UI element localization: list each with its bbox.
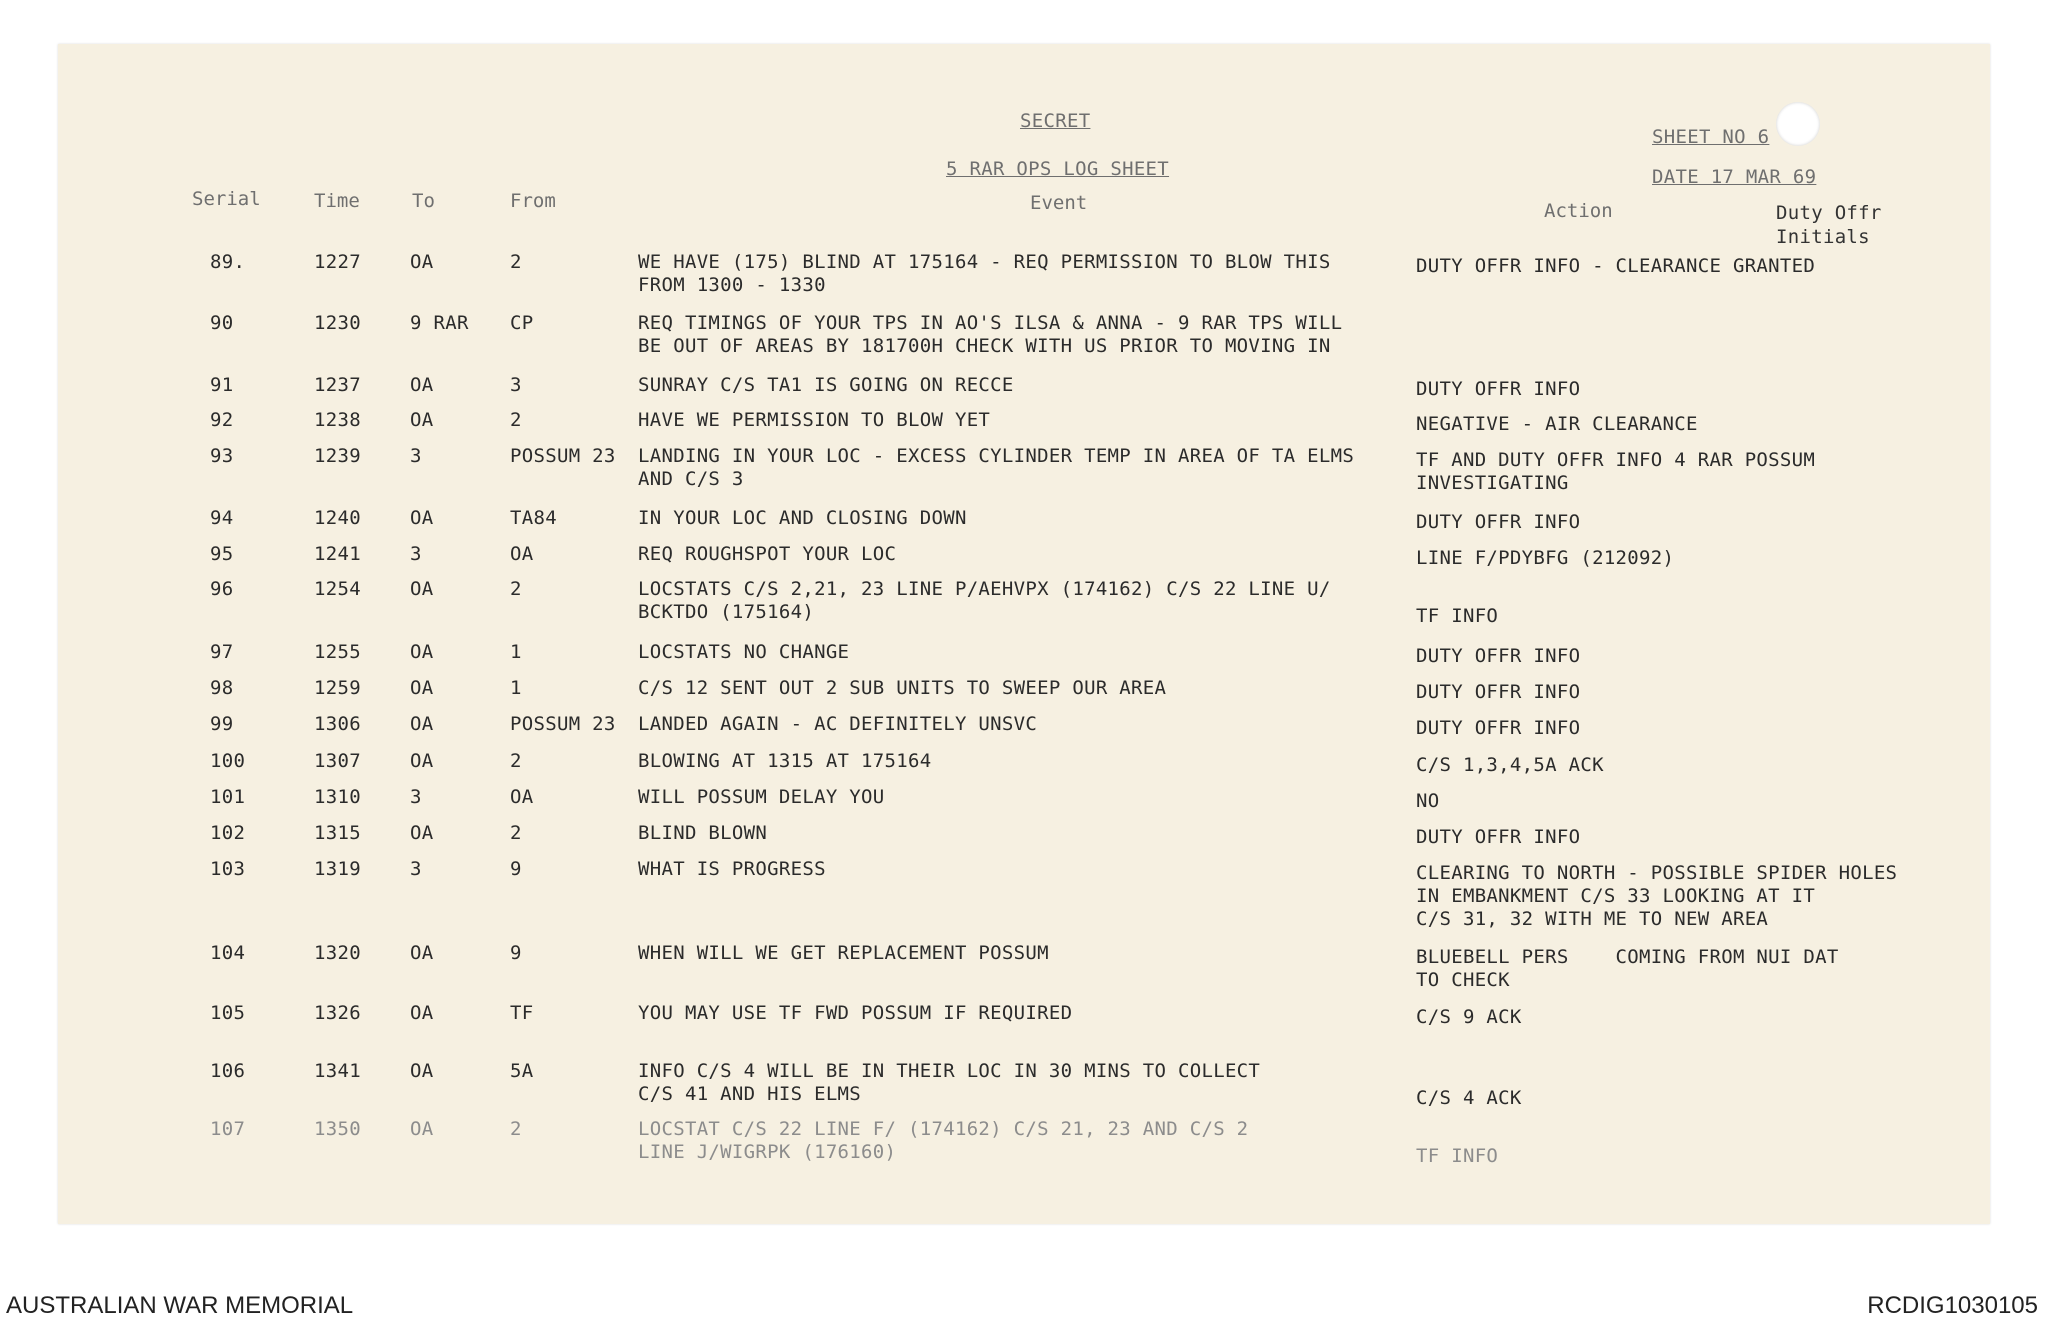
log-event: LOCSTAT C/S 22 LINE F/ (174162) C/S 21, 23 AND C/S 2 LINE J/WIGRPK (176160) (638, 1118, 1249, 1163)
log-time: 1307 (314, 750, 361, 772)
log-to: OA (410, 1060, 434, 1082)
log-to: OA (410, 822, 434, 844)
sheet-title: 5 RAR OPS LOG SHEET (946, 158, 1170, 180)
log-to: OA (410, 942, 434, 964)
log-event: SUNRAY C/S TA1 IS GOING ON RECCE (638, 374, 1014, 396)
log-from: TF (510, 1002, 534, 1024)
footer-reference: RCDIG1030105 (1867, 1292, 2038, 1319)
log-time: 1239 (314, 445, 361, 467)
log-to: 3 (410, 786, 422, 808)
col-header-event: Event (1030, 192, 1088, 214)
log-time: 1259 (314, 677, 361, 699)
log-to: OA (410, 1118, 434, 1140)
log-event: LANDING IN YOUR LOC - EXCESS CYLINDER TEMP IN AREA OF TA ELMS AND C/S 3 (638, 445, 1355, 490)
log-time: 1254 (314, 578, 361, 600)
log-action: CLEARING TO NORTH - POSSIBLE SPIDER HOLES IN EMBANKMENT C/S 33 LOOKING AT IT C/S 31, 32 WITH ME TO NEW AREA (1416, 862, 1898, 930)
log-event: HAVE WE PERMISSION TO BLOW YET (638, 409, 991, 431)
log-serial: 99 (210, 713, 234, 735)
log-time: 1350 (314, 1118, 361, 1140)
log-to: 3 (410, 543, 422, 565)
log-serial: 91 (210, 374, 234, 396)
log-time: 1237 (314, 374, 361, 396)
log-time: 1319 (314, 858, 361, 880)
log-action: DUTY OFFR INFO (1416, 826, 1581, 848)
log-event: C/S 12 SENT OUT 2 SUB UNITS TO SWEEP OUR AREA (638, 677, 1167, 699)
log-action: C/S 1,3,4,5A ACK (1416, 754, 1604, 776)
sheet-date: DATE 17 MAR 69 (1652, 166, 1817, 188)
log-time: 1341 (314, 1060, 361, 1082)
log-time: 1230 (314, 312, 361, 334)
classification: SECRET (1020, 110, 1091, 132)
log-to: OA (410, 641, 434, 663)
log-sheet-page (58, 44, 1990, 1224)
log-from: 2 (510, 1118, 522, 1140)
log-event: REQ TIMINGS OF YOUR TPS IN AO'S ILSA & ANNA - 9 RAR TPS WILL BE OUT OF AREAS BY 181700H CHECK WITH US PRIOR TO MOVING IN (638, 312, 1343, 357)
log-to: 3 (410, 858, 422, 880)
log-event: INFO C/S 4 WILL BE IN THEIR LOC IN 30 MINS TO COLLECT C/S 41 AND HIS ELMS (638, 1060, 1261, 1105)
log-action: DUTY OFFR INFO (1416, 681, 1581, 703)
log-from: 2 (510, 578, 522, 600)
log-from: OA (510, 543, 534, 565)
col-header-initials: Initials (1776, 226, 1870, 248)
log-serial: 90 (210, 312, 234, 334)
punch-hole (1776, 102, 1820, 146)
footer-institution: AUSTRALIAN WAR MEMORIAL (6, 1292, 354, 1319)
log-serial: 101 (210, 786, 246, 808)
log-to: 9 RAR (410, 312, 469, 334)
log-serial: 107 (210, 1118, 246, 1140)
log-action: DUTY OFFR INFO (1416, 645, 1581, 667)
log-time: 1240 (314, 507, 361, 529)
log-event: WE HAVE (175) BLIND AT 175164 - REQ PERMISSION TO BLOW THIS FROM 1300 - 1330 (638, 251, 1331, 296)
log-action: TF AND DUTY OFFR INFO 4 RAR POSSUM INVESTIGATING (1416, 449, 1816, 494)
sheet-number: SHEET NO 6 (1652, 126, 1770, 148)
log-serial: 102 (210, 822, 246, 844)
log-event: BLOWING AT 1315 AT 175164 (638, 750, 932, 772)
log-from: 9 (510, 858, 522, 880)
log-action: BLUEBELL PERS COMING FROM NUI DAT TO CHECK (1416, 946, 1839, 991)
log-event: LANDED AGAIN - AC DEFINITELY UNSVC (638, 713, 1038, 735)
log-to: OA (410, 507, 434, 529)
log-from: 5A (510, 1060, 534, 1082)
log-from: 2 (510, 750, 522, 772)
log-serial: 98 (210, 677, 234, 699)
col-header-time: Time (314, 190, 360, 212)
log-serial: 95 (210, 543, 234, 565)
log-from: TA84 (510, 507, 557, 529)
log-event: IN YOUR LOC AND CLOSING DOWN (638, 507, 967, 529)
log-serial: 104 (210, 942, 246, 964)
log-from: 2 (510, 409, 522, 431)
log-from: POSSUM 23 (510, 713, 616, 735)
log-action: DUTY OFFR INFO - CLEARANCE GRANTED (1416, 255, 1816, 277)
col-header-duty-offr: Duty Offr (1776, 202, 1882, 224)
log-to: OA (410, 578, 434, 600)
log-time: 1238 (314, 409, 361, 431)
log-action: NO (1416, 790, 1440, 812)
log-from: 3 (510, 374, 522, 396)
log-from: 2 (510, 251, 522, 273)
col-header-from: From (510, 190, 556, 212)
log-time: 1320 (314, 942, 361, 964)
log-serial: 106 (210, 1060, 246, 1082)
log-serial: 100 (210, 750, 246, 772)
log-action: DUTY OFFR INFO (1416, 717, 1581, 739)
log-time: 1310 (314, 786, 361, 808)
col-header-to: To (412, 190, 435, 212)
log-action: TF INFO (1416, 1145, 1499, 1167)
log-to: OA (410, 713, 434, 735)
log-time: 1326 (314, 1002, 361, 1024)
log-event: BLIND BLOWN (638, 822, 768, 844)
log-action: LINE F/PDYBFG (212092) (1416, 547, 1675, 569)
log-time: 1306 (314, 713, 361, 735)
log-to: OA (410, 750, 434, 772)
log-to: OA (410, 251, 434, 273)
log-action: DUTY OFFR INFO (1416, 378, 1581, 400)
log-serial: 97 (210, 641, 234, 663)
log-from: 1 (510, 677, 522, 699)
log-from: 9 (510, 942, 522, 964)
log-to: OA (410, 677, 434, 699)
log-from: POSSUM 23 (510, 445, 616, 467)
log-to: OA (410, 1002, 434, 1024)
log-event: WILL POSSUM DELAY YOU (638, 786, 885, 808)
log-event: YOU MAY USE TF FWD POSSUM IF REQUIRED (638, 1002, 1073, 1024)
log-event: REQ ROUGHSPOT YOUR LOC (638, 543, 897, 565)
log-from: CP (510, 312, 534, 334)
log-action: NEGATIVE - AIR CLEARANCE (1416, 413, 1698, 435)
log-to: OA (410, 374, 434, 396)
log-time: 1315 (314, 822, 361, 844)
log-event: WHEN WILL WE GET REPLACEMENT POSSUM (638, 942, 1049, 964)
log-serial: 105 (210, 1002, 246, 1024)
log-time: 1255 (314, 641, 361, 663)
log-from: 2 (510, 822, 522, 844)
col-header-serial: Serial (192, 188, 261, 210)
log-serial: 94 (210, 507, 234, 529)
log-action: DUTY OFFR INFO (1416, 511, 1581, 533)
log-serial: 96 (210, 578, 234, 600)
log-to: OA (410, 409, 434, 431)
log-event: LOCSTATS C/S 2,21, 23 LINE P/AEHVPX (174162) C/S 22 LINE U/ BCKTDO (175164) (638, 578, 1331, 623)
log-to: 3 (410, 445, 422, 467)
log-from: OA (510, 786, 534, 808)
log-action: TF INFO (1416, 605, 1499, 627)
log-action: C/S 4 ACK (1416, 1087, 1522, 1109)
log-serial: 89. (210, 251, 246, 273)
log-action: C/S 9 ACK (1416, 1006, 1522, 1028)
log-serial: 93 (210, 445, 234, 467)
log-serial: 103 (210, 858, 246, 880)
log-from: 1 (510, 641, 522, 663)
log-time: 1227 (314, 251, 361, 273)
col-header-action: Action (1544, 200, 1613, 222)
log-event: LOCSTATS NO CHANGE (638, 641, 850, 663)
log-event: WHAT IS PROGRESS (638, 858, 826, 880)
log-serial: 92 (210, 409, 234, 431)
log-time: 1241 (314, 543, 361, 565)
